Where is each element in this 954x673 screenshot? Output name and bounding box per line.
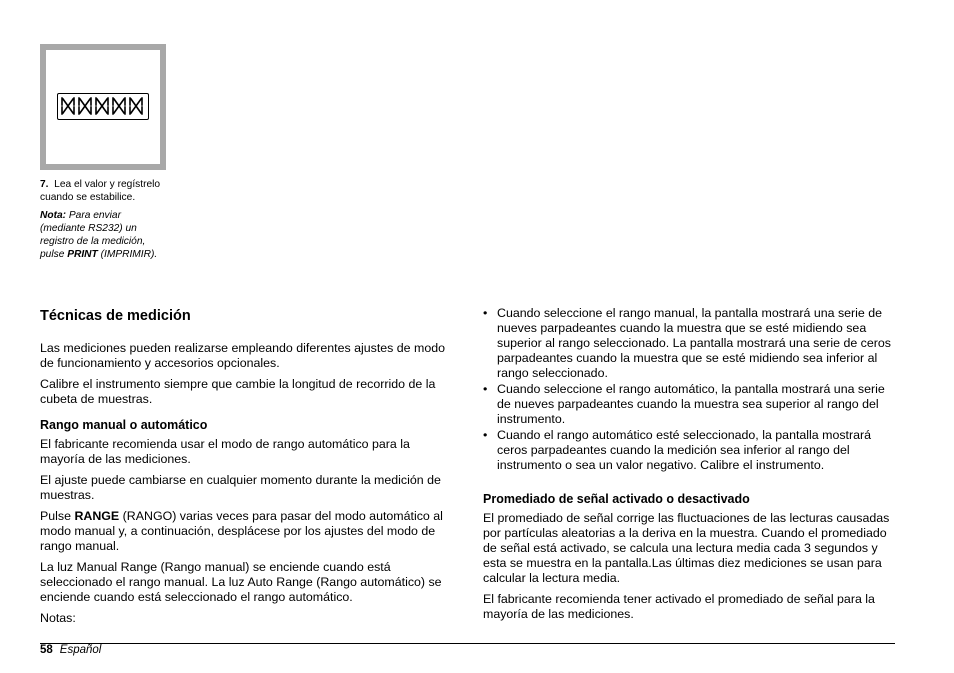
bullet-text: Cuando seleccione el rango automático, la pantalla mostrará una serie de nueves parpadeantes cuando la muestra sea superior al rango del instrumento. <box>497 382 885 426</box>
page-number: 58 <box>40 644 53 656</box>
section-heading: Técnicas de medición <box>40 308 191 324</box>
lcd-xxxxx-glyphs <box>58 94 147 118</box>
step-number: 7. <box>40 179 49 190</box>
lcd-display <box>57 93 149 120</box>
bullet-text: Cuando seleccione el rango manual, la pantalla mostrará una serie de nueves parpadeantes cuando la muestra que se esté midiendo sea superior al rango seleccionado. La pantalla mostrará una serie de ceros parpadeantes cuando la muestra que se esté midiendo sea inferior al rango seleccionado. <box>497 306 891 380</box>
range-text-after: (RANGO) varias veces para pasar del modo automático al modo manual y, a continuación, desplácese por los ajustes del modo de rango manual. <box>40 509 443 553</box>
footer-rule <box>40 643 895 644</box>
subheading-signal-averaging: Promediado de señal activado o desactivado <box>483 492 750 506</box>
paragraph-adjust: El ajuste puede cambiarse en cualquier momento durante la medición de muestras. <box>40 473 441 502</box>
note-text-before: Para enviar (mediante RS232) un registro de la medición, pulse <box>40 210 146 260</box>
page-footer <box>40 643 101 657</box>
step-7 <box>40 178 168 204</box>
figure-caption <box>40 178 168 261</box>
step-text: Lea el valor y regístrelo cuando se estabilice. <box>40 179 161 203</box>
instrument-display-figure <box>40 44 166 170</box>
range-key: RANGE <box>74 509 120 523</box>
paragraph-signal-averaging: El promediado de señal corrige las fluctuaciones de las lecturas causadas por partículas aleatorias a la deriva en la muestra. Cuando el promediado de señal está activado, se calcula una lectura media cada 3 segundos y esta se muestra en la pantalla.Las últimas diez mediciones se usan para calcular la lectura media. <box>483 511 890 585</box>
footer-language: Español <box>59 644 102 656</box>
bullet-mark: • <box>483 428 488 442</box>
note <box>40 209 168 261</box>
list-item <box>483 306 899 381</box>
right-column <box>483 306 899 628</box>
paragraph-intro: Las mediciones pueden realizarse empleando diferentes ajustes de modo de funcionamiento y accesorios opcionales. <box>40 341 446 370</box>
note-label: Nota: <box>40 210 67 221</box>
paragraph-range-lights: La luz Manual Range (Rango manual) se enciende cuando está seleccionado el rango manual. La luz Auto Range (Rango automático) se enciende cuando está seleccionado el rango automático. <box>40 560 442 604</box>
notes-list <box>483 306 899 473</box>
list-item <box>483 382 899 427</box>
bullet-mark: • <box>483 306 488 320</box>
note-key: PRINT <box>67 249 98 260</box>
paragraph-recommend: El fabricante recomienda usar el modo de rango automático para la mayoría de las mediciones. <box>40 437 410 466</box>
paragraph-notes: Notas: <box>40 611 76 625</box>
note-text-after: (IMPRIMIR). <box>100 249 158 260</box>
paragraph-calibrate: Calibre el instrumento siempre que cambie la longitud de recorrido de la cubeta de muestras. <box>40 377 436 406</box>
bullet-text: Cuando el rango automático esté seleccionado, la pantalla mostrará ceros parpadeantes cuando la medición sea inferior al rango del instrumento o sea un valor negativo. Calibre el instrumento. <box>497 428 872 472</box>
left-column <box>40 307 454 632</box>
range-text-before: Pulse <box>40 509 71 523</box>
list-item <box>483 428 899 473</box>
subheading-range: Rango manual o automático <box>40 418 208 432</box>
paragraph-signal-recommend: El fabricante recomienda tener activado el promediado de señal para la mayoría de las mediciones. <box>483 592 875 621</box>
bullet-mark: • <box>483 382 488 396</box>
paragraph-range-key <box>40 509 454 554</box>
figure-panel <box>46 50 160 164</box>
